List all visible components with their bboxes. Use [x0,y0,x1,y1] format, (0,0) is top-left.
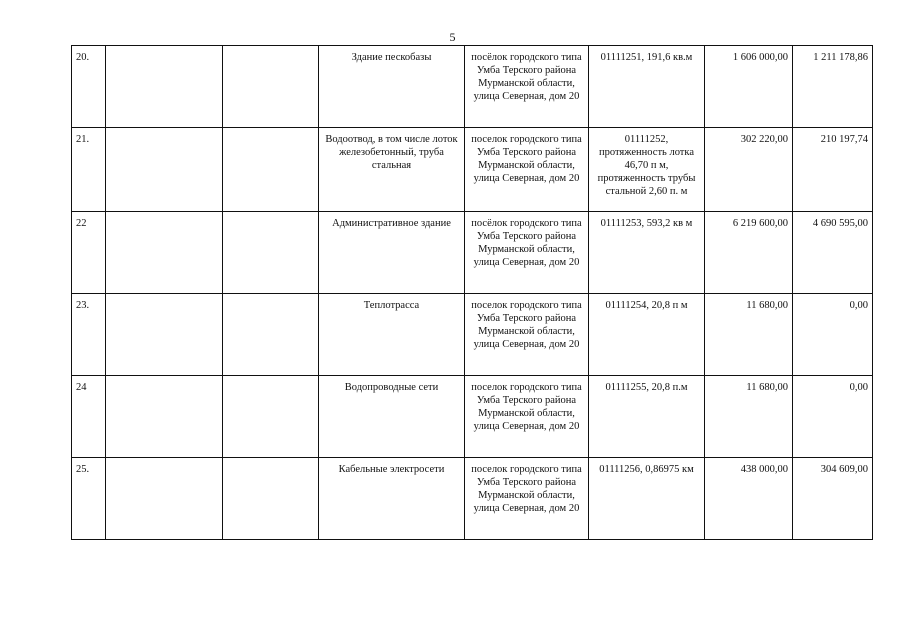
table-row [72,212,873,294]
empty-cell [223,376,319,458]
empty-cell [106,128,223,212]
empty-cell [106,212,223,294]
residual-value-cell: 0,00 [793,376,873,458]
empty-cell [106,294,223,376]
table-row [72,46,873,128]
table-row [72,294,873,376]
object-name-cell: Водопроводные сети [319,376,465,458]
table-row [72,458,873,540]
address-cell: поселок городского типа Умба Терского района Мурманской области, улица Северная, дом 20 [465,128,589,212]
balance-value-cell: 1 606 000,00 [705,46,793,128]
table-row [72,128,873,212]
row-number-cell: 24 [72,376,106,458]
residual-value-cell: 210 197,74 [793,128,873,212]
property-registry-table [71,45,873,540]
residual-value-cell: 304 609,00 [793,458,873,540]
object-name-cell: Водоотвод, в том числе лоток железобетонный, труба стальная [319,128,465,212]
balance-value-cell: 438 000,00 [705,458,793,540]
empty-cell [106,46,223,128]
inventory-cell: 01111253, 593,2 кв м [589,212,705,294]
empty-cell [223,458,319,540]
inventory-cell: 01111254, 20,8 п м [589,294,705,376]
page-number: 5 [449,30,456,44]
address-cell: посёлок городского типа Умба Терского района Мурманской области, улица Северная, дом 20 [465,46,589,128]
row-number-cell: 21. [72,128,106,212]
empty-cell [106,376,223,458]
object-name-cell: Теплотрасса [319,294,465,376]
empty-cell [223,294,319,376]
balance-value-cell: 11 680,00 [705,294,793,376]
address-cell: поселок городского типа Умба Терского района Мурманской области, улица Северная, дом 20 [465,458,589,540]
empty-cell [106,458,223,540]
table-body [72,46,873,540]
object-name-cell: Здание пескобазы [319,46,465,128]
row-number-cell: 25. [72,458,106,540]
inventory-cell: 01111255, 20,8 п.м [589,376,705,458]
balance-value-cell: 302 220,00 [705,128,793,212]
empty-cell [223,212,319,294]
empty-cell [223,46,319,128]
inventory-cell: 01111256, 0,86975 км [589,458,705,540]
balance-value-cell: 6 219 600,00 [705,212,793,294]
address-cell: поселок городского типа Умба Терского района Мурманской области, улица Северная, дом 20 [465,376,589,458]
inventory-cell: 01111251, 191,6 кв.м [589,46,705,128]
balance-value-cell: 11 680,00 [705,376,793,458]
inventory-cell: 01111252, протяженность лотка 46,70 п м, протяженность трубы стальной 2,60 п. м [589,128,705,212]
object-name-cell: Административное здание [319,212,465,294]
address-cell: поселок городского типа Умба Терского района Мурманской области, улица Северная, дом 20 [465,294,589,376]
object-name-cell: Кабельные электросети [319,458,465,540]
address-cell: посёлок городского типа Умба Терского района Мурманской области, улица Северная, дом 20 [465,212,589,294]
table-row [72,376,873,458]
row-number-cell: 23. [72,294,106,376]
row-number-cell: 20. [72,46,106,128]
empty-cell [223,128,319,212]
residual-value-cell: 4 690 595,00 [793,212,873,294]
row-number-cell: 22 [72,212,106,294]
residual-value-cell: 0,00 [793,294,873,376]
residual-value-cell: 1 211 178,86 [793,46,873,128]
